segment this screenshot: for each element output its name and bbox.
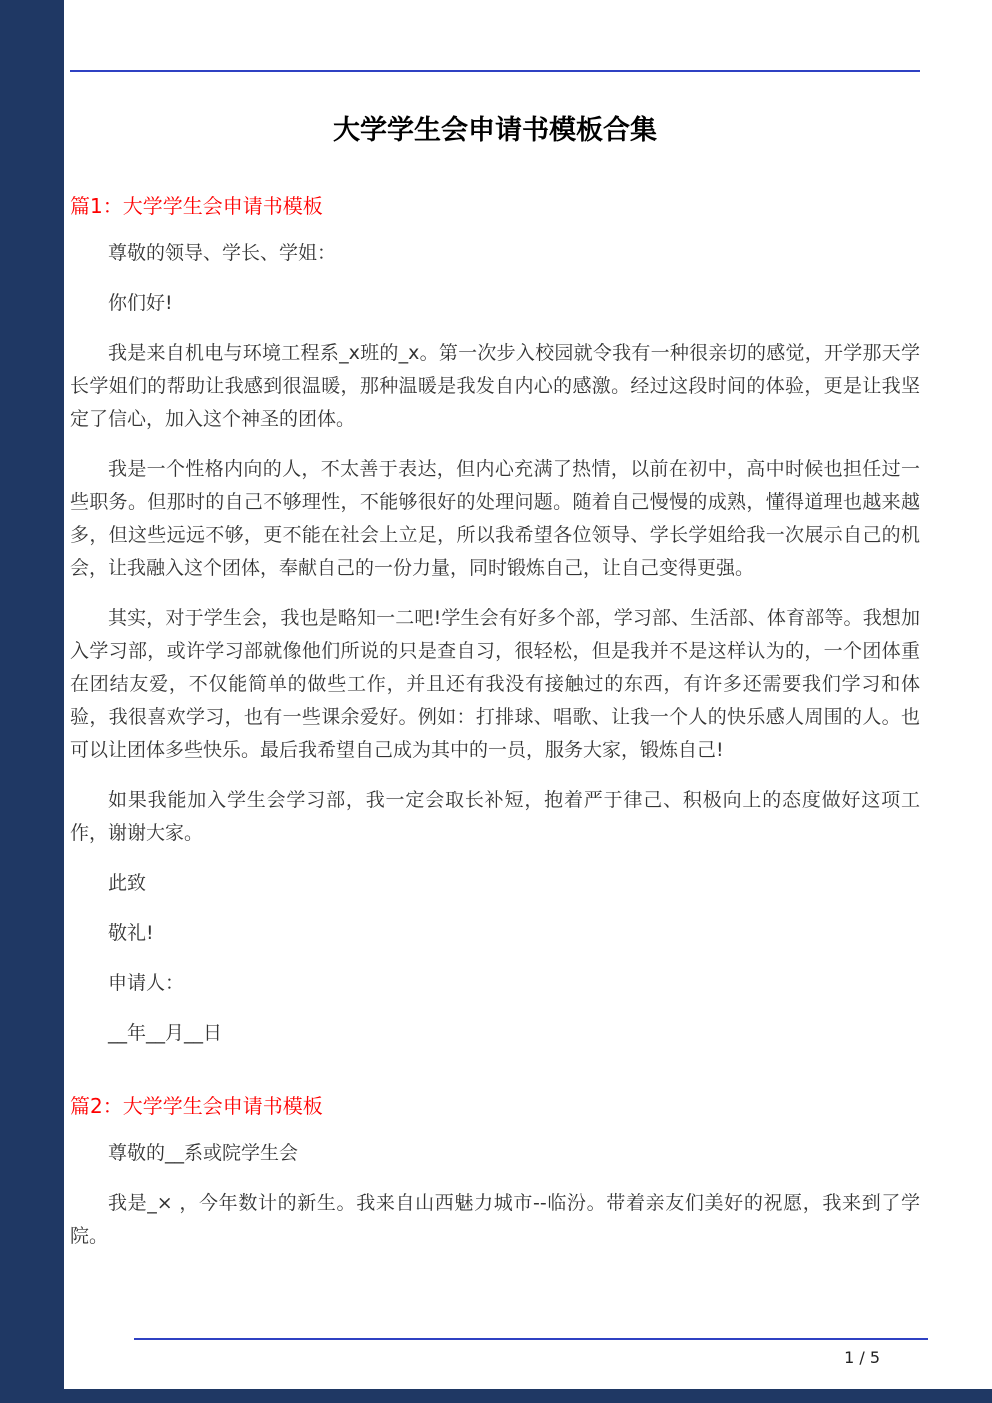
page-border-bottom: [0, 1389, 992, 1403]
paragraph-body: 我是一个性格内向的人，不太善于表达，但内心充满了热情，以前在初中，高中时候也担任过一些职务。但那时的自己不够理性，不能够很好的处理问题。随着自己慢慢的成熟，懂得道理也越来越多，但这些远远不够，更不能在社会上立足，所以我希望各位领导、学长学姐给我一次展示自己的机会，让我融入这个团体，奉献自己的一份力量，同时锻炼自己，让自己变得更强。: [70, 458, 920, 579]
paragraph-body: 我是_× ，今年数计的新生。我来自山西魅力城市--临汾。带着亲友们美好的祝愿，我来到了学院。: [70, 1192, 920, 1247]
paragraph-body: 其实，对于学生会，我也是略知一二吧!学生会有好多个部，学习部、生活部、体育部等。我想加入学习部，或许学习部就像他们所说的只是查自习，很轻松，但是我并不是这样认为的，一个团体重在团结友爱，不仅能简单的做些工作，并且还有我没有接触过的东西，有许多还需要我们学习和体验，我很喜欢学习，也有一些课余爱好。例如：打排球、唱歌、让我一个人的快乐感人周围的人。也可以让团体多些快乐。最后我希望自己成为其中的一员，服务大家，锻炼自己!: [70, 607, 920, 761]
paragraph-date: __年__月__日: [108, 1022, 223, 1044]
header-rule: [70, 70, 920, 72]
paragraph-signature: 申请人：: [108, 972, 185, 994]
paragraph-body: 如果我能加入学生会学习部，我一定会取长补短，抱着严于律己、积极向上的态度做好这项工作，谢谢大家。: [70, 789, 920, 844]
paragraph-greeting: 你们好!: [108, 292, 173, 314]
paragraph-body: 我是来自机电与环境工程系_x班的_x。第一次步入校园就令我有一种很亲切的感觉，开学那天学长学姐们的帮助让我感到很温暖，那种温暖是我发自内心的感激。经过这段时间的体验，更是让我坚定了信心，加入这个神圣的团体。: [70, 342, 920, 430]
page-border-left: [0, 0, 64, 1403]
page-content: [64, 0, 992, 1389]
page-footer: [134, 1338, 928, 1367]
section-1-heading: 篇1：大学学生会申请书模板: [70, 194, 323, 218]
document-title: 大学学生会申请书模板合集: [333, 115, 657, 146]
paragraph-salutation: 尊敬的__系或院学生会: [108, 1142, 299, 1164]
paragraph-closing: 此致: [108, 872, 147, 894]
page-number: 1 / 5: [844, 1348, 880, 1367]
paragraph-salutation: 尊敬的领导、学长、学姐：: [108, 242, 337, 264]
paragraph-closing: 敬礼!: [108, 922, 154, 944]
section-2-heading: 篇2：大学学生会申请书模板: [70, 1094, 323, 1118]
